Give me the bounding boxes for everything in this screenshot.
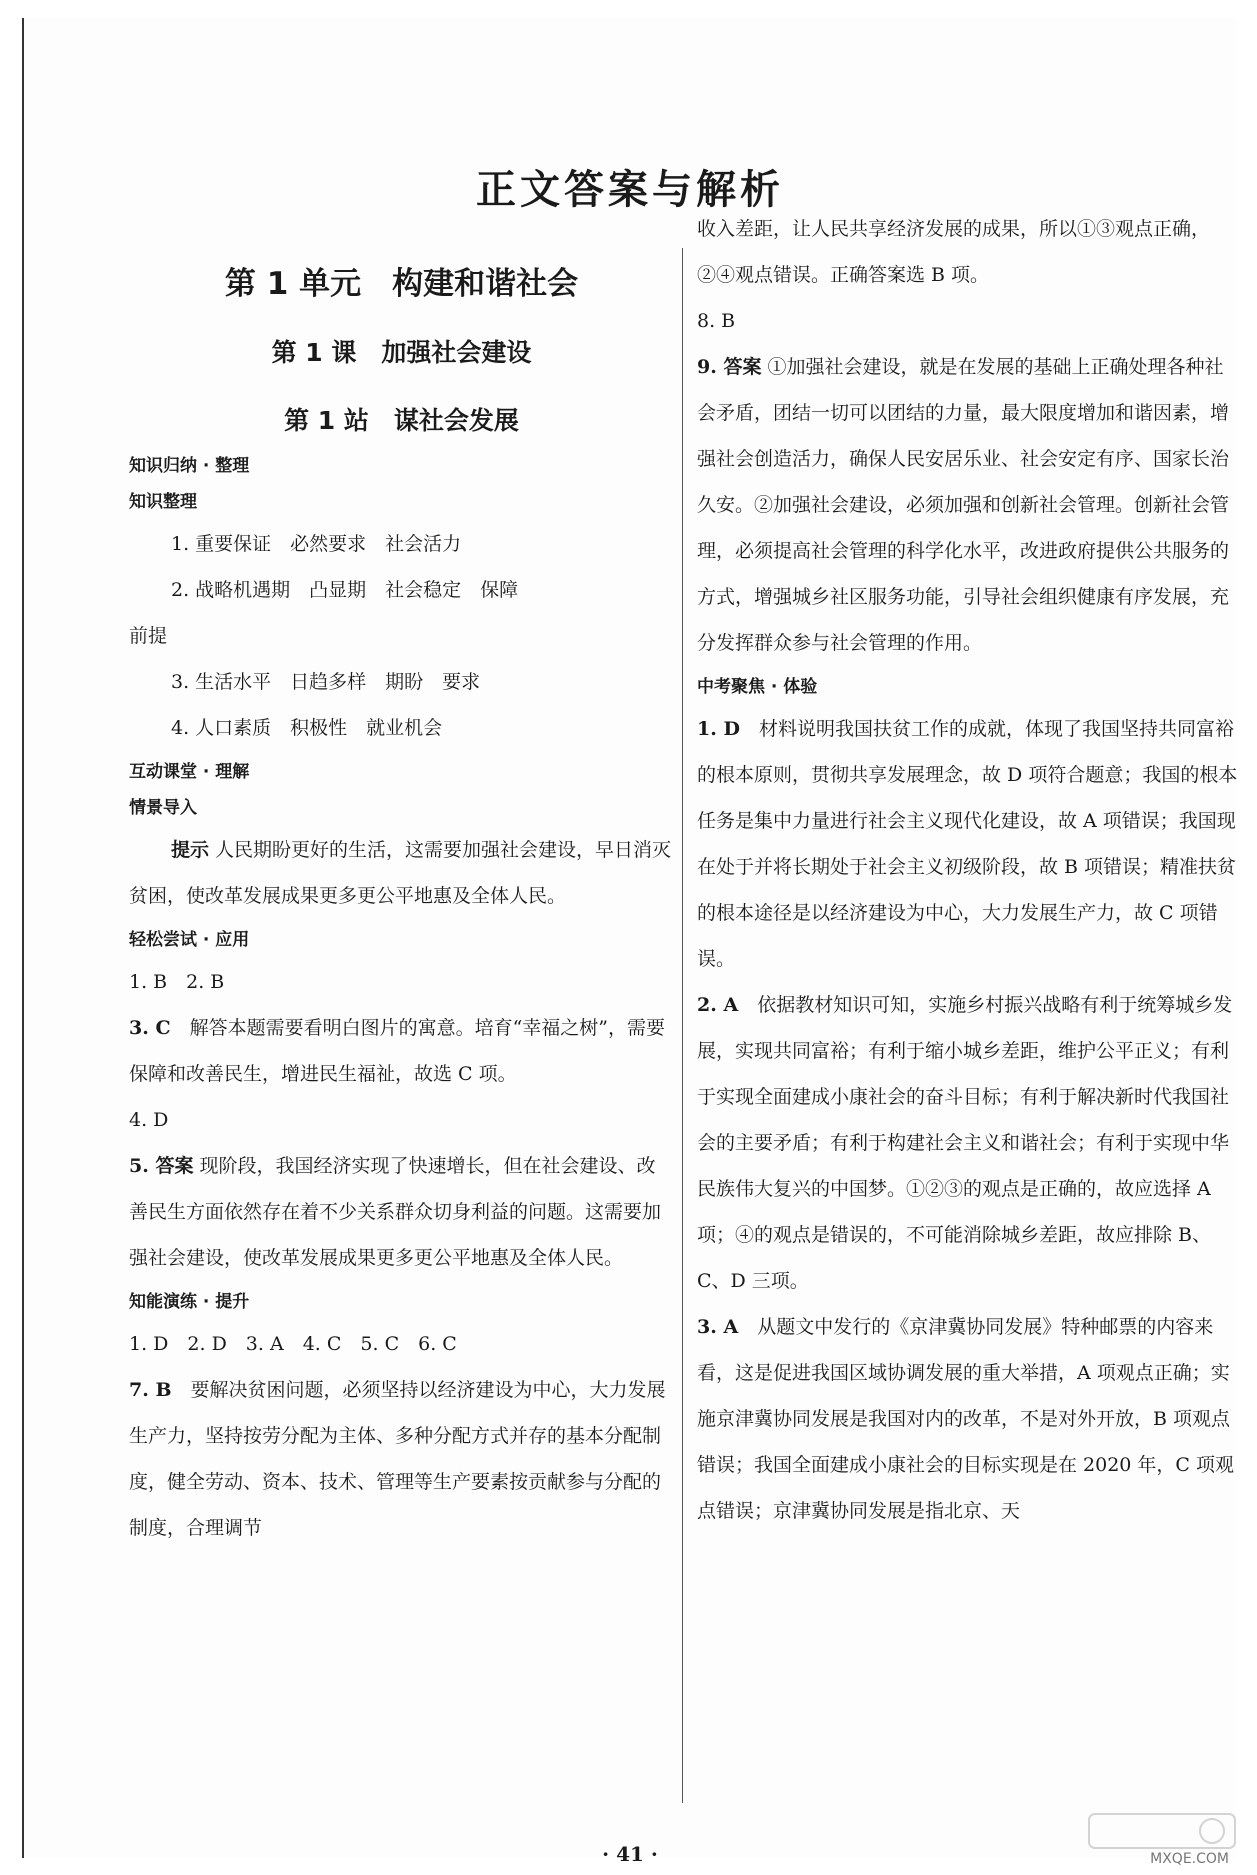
answer-paragraph — [129, 1367, 674, 1551]
page-title: 正文答案与解析 — [476, 167, 784, 213]
answer-label: 答案 — [148, 1155, 194, 1177]
lesson-title: 第 1 课 加强社会建设 — [271, 338, 532, 367]
section-heading: 知能演练 · 提升 — [129, 1292, 250, 1312]
hint-paragraph — [129, 827, 674, 919]
column-divider — [682, 248, 683, 1803]
answer-text: 材料说明我国扶贫工作的成就，体现了我国坚持共同富裕的根本原则，贯彻共享发展理念，故 D 项符合题意；我国的根本任务是集中力量进行社会主义现代化建设，故 A 项错误；我国现在处于并将长期处于社会主义初级阶段，故 B 项错误；精准扶贫的根本途径是以经济建设为中心，大力发展生产力，故 C 项错误。 — [697, 718, 1238, 970]
answer-number: 1. D — [697, 718, 740, 740]
answer-number: 9. — [697, 356, 717, 378]
answer-paragraph — [697, 344, 1242, 666]
answer-continuation: 收入差距，让人民共享经济发展的成果，所以①③观点正确，②④观点错误。正确答案选 B 项。 — [697, 218, 1211, 286]
subsection-heading: 知识整理 — [129, 492, 197, 512]
answer-number: 3. A — [697, 1316, 739, 1338]
answer-number: 3. C — [129, 1017, 171, 1039]
section-heading: 知识归纳 · 整理 — [129, 456, 250, 476]
knowledge-item: 4. 人口素质 积极性 就业机会 — [171, 717, 443, 739]
subsection-heading: 情景导入 — [129, 798, 197, 818]
answer-paragraph — [697, 1304, 1242, 1534]
answer-line: 4. D — [129, 1109, 169, 1131]
hint-text: 人民期盼更好的生活，这需要加强社会建设，早日消灭贫困，使改革发展成果更多更公平地惠及全体人民。 — [129, 839, 672, 907]
answer-text: 解答本题需要看明白图片的寓意。培育“幸福之树”，需要保障和改善民生，增进民生福祉，故选 C 项。 — [129, 1017, 666, 1085]
right-column — [697, 206, 1242, 1534]
answer-paragraph — [129, 1005, 674, 1097]
knowledge-item: 2. 战略机遇期 凸显期 社会稳定 保障 — [171, 579, 519, 601]
answer-text: 要解决贫困问题，必须坚持以经济建设为中心，大力发展生产力，坚持按劳分配为主体、多种分配方式并存的基本分配制度，健全劳动、资本、技术、管理等生产要素按贡献参与分配的制度，合理调节 — [129, 1379, 666, 1539]
hint-label: 提示 — [171, 839, 210, 861]
answer-text: ①加强社会建设，就是在发展的基础上正确处理各种社会矛盾，团结一切可以团结的力量，最大限度增加和谐因素，增强社会创造活力，确保人民安居乐业、社会安定有序、国家长治久安。②加强社会建设，必须加强和创新社会管理。创新社会管理，必须提高社会管理的科学化水平，改进政府提供公共服务的方式，增强城乡社区服务功能，引导社会组织健康有序发展，充分发挥群众参与社会管理的作用。 — [697, 356, 1230, 654]
watermark-text: MXQE.COM — [1150, 1851, 1229, 1867]
station-title: 第 1 站 谋社会发展 — [284, 406, 519, 435]
knowledge-item: 1. 重要保证 必然要求 社会活力 — [171, 533, 462, 555]
answer-number: 2. A — [697, 994, 739, 1016]
page-number: · 41 · — [602, 1842, 658, 1866]
answer-number: 5. — [129, 1155, 149, 1177]
answer-text: 现阶段，我国经济实现了快速增长，但在社会建设、改善民生方面依然存在着不少关系群众切身利益的问题。这需要加强社会建设，使改革发展成果更多更公平地惠及全体人民。 — [129, 1155, 662, 1269]
answer-paragraph — [697, 982, 1242, 1304]
answer-text: 从题文中发行的《京津冀协同发展》特种邮票的内容来看，这是促进我国区域协调发展的重大举措，A 项观点正确；实施京津冀协同发展是我国对内的改革，不是对外开放，B 项观点错误；我国全面建成小康社会的目标实现是在 2020 年，C 项观点错误；京津冀协同发展是指北京、天 — [697, 1316, 1235, 1522]
left-column — [129, 18, 674, 1551]
answer-text: 依据教材知识可知，实施乡村振兴战略有利于统筹城乡发展，实现共同富裕；有利于缩小城乡差距，维护公平正义；有利于实现全面建成小康社会的奋斗目标；有利于解决新时代我国社会的主要矛盾；有利于构建社会主义和谐社会；有利于实现中华民族伟大复兴的中国梦。①②③的观点是正确的，故应选择 A 项；④的观点是错误的，不可能消除城乡差距，故应排除 B、C、D 三项。 — [697, 994, 1233, 1292]
answer-paragraph — [697, 706, 1242, 982]
knowledge-item: 3. 生活水平 日趋多样 期盼 要求 — [171, 671, 481, 693]
answer-line: 1. B 2. B — [129, 971, 225, 993]
answer-paragraph — [129, 1143, 674, 1281]
answer-label: 答案 — [716, 356, 762, 378]
section-heading: 互动课堂 · 理解 — [129, 762, 250, 782]
answer-line: 8. B — [697, 310, 736, 332]
answer-line: 1. D 2. D 3. A 4. C 5. C 6. C — [129, 1333, 457, 1355]
section-heading: 轻松尝试 · 应用 — [129, 930, 250, 950]
unit-title: 第 1 单元 构建和谐社会 — [224, 266, 579, 302]
section-heading: 中考聚焦 · 体验 — [697, 677, 818, 697]
answer-number: 7. B — [129, 1379, 172, 1401]
knowledge-item-cont: 前提 — [129, 625, 168, 647]
